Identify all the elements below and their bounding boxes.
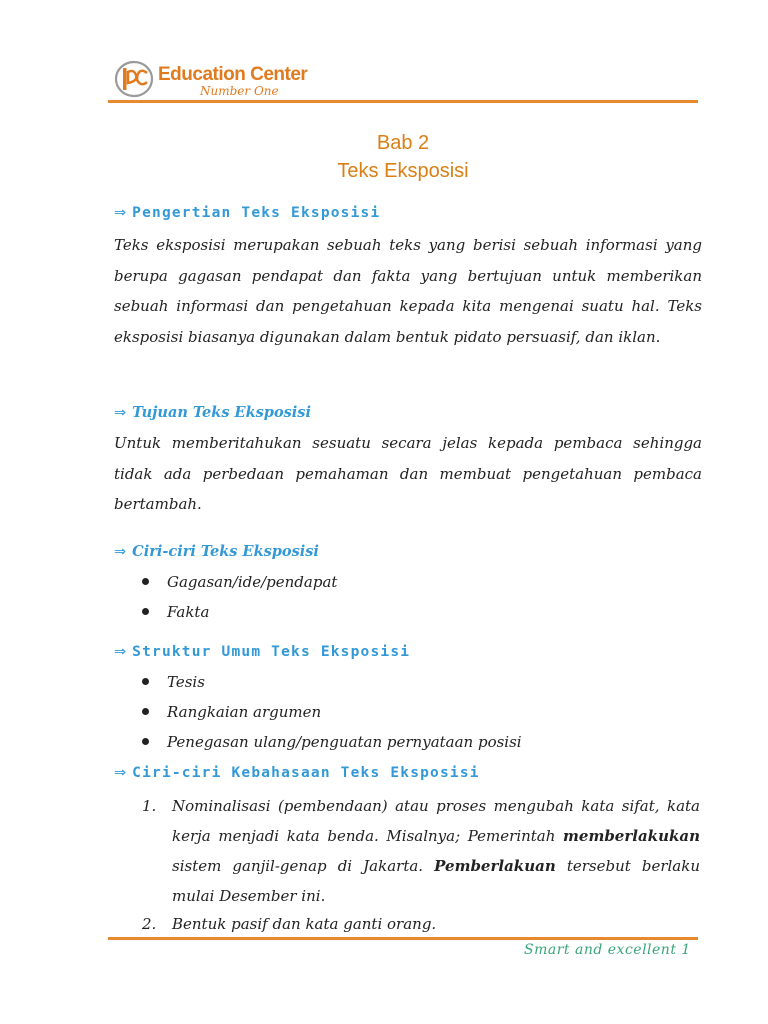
double-arrow-icon: ⇒ <box>114 644 127 660</box>
list-item-pasif: Bentuk pasif dan kata ganti orang. <box>172 915 437 933</box>
double-arrow-icon: ⇒ <box>114 544 127 560</box>
list-item: Penegasan ulang/penguatan pernyataan posisi <box>142 733 522 751</box>
double-arrow-icon: ⇒ <box>114 405 127 421</box>
brand-name: Education Center <box>158 64 308 85</box>
double-arrow-icon: ⇒ <box>114 205 127 221</box>
heading-tujuan: ⇒ Tujuan Teks Eksposisi <box>114 404 311 421</box>
list-number: 1. <box>142 797 157 815</box>
chapter-number: Bab 2 <box>376 132 430 154</box>
bold-example-word: Pemberlakuan <box>434 857 556 875</box>
bullet-icon <box>142 578 149 585</box>
heading-ciri: ⇒ Ciri-ciri Teks Eksposisi <box>114 543 319 560</box>
heading-struktur: ⇒ Struktur Umum Teks Eksposisi <box>114 644 411 660</box>
list-item: Fakta <box>142 603 209 621</box>
brand-tagline: Number One <box>200 84 279 98</box>
double-arrow-icon: ⇒ <box>114 765 127 781</box>
bullet-icon <box>142 738 149 745</box>
heading-kebahasaan: ⇒ Ciri-ciri Kebahasaan Teks Eksposisi <box>114 765 480 781</box>
chapter-title: Teks Eksposisi <box>337 160 469 182</box>
education-center-logo-icon <box>112 58 156 100</box>
list-item-nominalisasi: Nominalisasi (pembendaan) atau proses mengubah kata sifat, kata kerja menjadi kata benda. Misalnya; Pemerintah memberlakukan sistem ganjil-genap di Jakarta. Pemberlakuan tersebut berlaku mulai Desember ini. <box>172 797 700 905</box>
list-item: Rangkaian argumen <box>142 703 321 721</box>
header-divider <box>108 100 698 103</box>
bold-example-word: memberlakukan <box>563 827 700 845</box>
list-item: Gagasan/ide/pendapat <box>142 573 337 591</box>
bullet-icon <box>142 708 149 715</box>
footer-divider <box>108 937 698 940</box>
list-item: Tesis <box>142 673 205 691</box>
bullet-icon <box>142 608 149 615</box>
footer-text: Smart and excellent 1 <box>524 942 691 958</box>
paragraph-tujuan: Untuk memberitahukan sesuatu secara jelas kepada pembaca sehingga tidak ada perbedaan pemahaman dan membuat pengetahuan pembaca bertambah. <box>114 434 702 513</box>
heading-pengertian: ⇒ Pengertian Teks Eksposisi <box>114 205 381 221</box>
paragraph-pengertian: Teks eksposisi merupakan sebuah teks yang berisi sebuah informasi yang berupa gagasan pendapat dan fakta yang bertujuan untuk memberikan sebuah informasi dan pengetahuan kepada kita mengenai suatu hal. Teks eksposisi biasanya digunakan dalam bentuk pidato persuasif, dan iklan. <box>114 236 702 346</box>
list-number: 2. <box>142 915 157 933</box>
bullet-icon <box>142 678 149 685</box>
